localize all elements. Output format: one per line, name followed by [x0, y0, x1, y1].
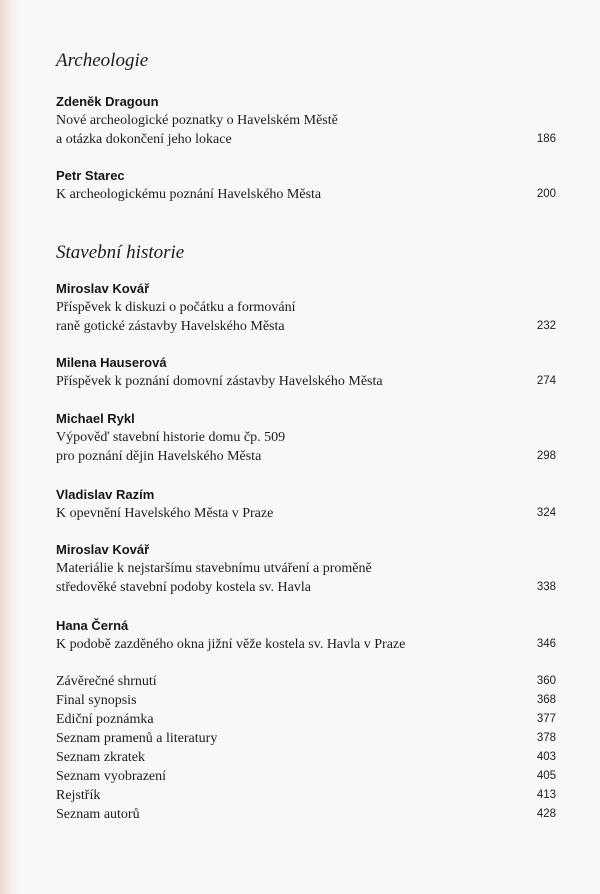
toc-entry[interactable] [56, 617, 556, 654]
toc-entry[interactable] [56, 93, 556, 149]
section-title-stavebni-historie: Stavební historie [56, 242, 185, 263]
entry-title-line: Materiálie k nejstaršímu stavebnímu utváření a proměně [56, 561, 372, 576]
toc-entry[interactable] [56, 541, 556, 597]
back-matter-item[interactable] [56, 729, 556, 748]
back-matter-page: 428 [536, 808, 556, 820]
back-matter-page: 378 [536, 732, 556, 744]
entry-title-line: a otázka dokončení jeho lokace [56, 132, 232, 147]
back-matter-page: 413 [536, 789, 556, 801]
back-matter-page: 405 [536, 770, 556, 782]
entry-page-number: 298 [536, 450, 556, 462]
entry-page-number: 324 [536, 507, 556, 519]
entry-author: Michael Rykl [56, 411, 135, 426]
entry-title-line: Nové archeologické poznatky o Havelském Městě [56, 113, 338, 128]
toc-entry[interactable] [56, 410, 556, 466]
entry-page-number: 346 [536, 638, 556, 650]
back-matter-title: Seznam zkratek [56, 750, 146, 765]
back-matter-title: Seznam autorů [56, 807, 140, 822]
entry-author: Miroslav Kovář [56, 542, 150, 557]
entry-title-line: středověké stavební podoby kostela sv. Havla [56, 580, 311, 595]
entry-author: Vladislav Razím [56, 487, 155, 502]
entry-title-line: K archeologickému poznání Havelského Města [56, 187, 322, 202]
back-matter-title: Ediční poznámka [56, 712, 154, 727]
back-matter-title: Seznam pramenů a literatury [56, 731, 218, 746]
entry-title-line: Výpověď stavební historie domu čp. 509 [56, 430, 286, 445]
entry-page-number: 200 [536, 188, 556, 200]
entry-title-line: K podobě zazděného okna jižní věže kostela sv. Havla v Praze [56, 637, 406, 652]
entry-page-number: 186 [536, 133, 556, 145]
back-matter-title: Závěrečné shrnutí [56, 674, 157, 689]
entry-title-line: raně gotické zástavby Havelského Města [56, 319, 285, 334]
toc-entry[interactable] [56, 167, 556, 204]
entry-title-line: Příspěvek k poznání domovní zástavby Havelského Města [56, 374, 383, 389]
section-title-archeologie: Archeologie [56, 50, 149, 71]
back-matter-item[interactable] [56, 710, 556, 729]
entry-author: Hana Černá [56, 618, 129, 633]
back-matter-item[interactable] [56, 786, 556, 805]
back-matter-page: 360 [536, 675, 556, 687]
back-matter-title: Rejstřík [56, 788, 101, 803]
back-matter-page: 377 [536, 713, 556, 725]
entry-title-line: Příspěvek k diskuzi o počátku a formování [56, 300, 296, 315]
toc-entry[interactable] [56, 280, 556, 336]
entry-author: Miroslav Kovář [56, 281, 150, 296]
toc-entry[interactable] [56, 354, 556, 391]
entry-page-number: 274 [536, 375, 556, 387]
back-matter-page: 403 [536, 751, 556, 763]
back-matter-list [56, 672, 556, 824]
entry-title-line: K opevnění Havelského Města v Praze [56, 506, 274, 521]
back-matter-item[interactable] [56, 805, 556, 824]
entry-title-line: pro poznání dějin Havelského Města [56, 449, 262, 464]
entry-author: Milena Hauserová [56, 355, 167, 370]
back-matter-page: 368 [536, 694, 556, 706]
entry-page-number: 338 [536, 581, 556, 593]
back-matter-item[interactable] [56, 691, 556, 710]
back-matter-title: Final synopsis [56, 693, 137, 708]
toc-entry[interactable] [56, 486, 556, 523]
entry-author: Zdeněk Dragoun [56, 94, 159, 109]
back-matter-item[interactable] [56, 672, 556, 691]
back-matter-item[interactable] [56, 767, 556, 786]
back-matter-item[interactable] [56, 748, 556, 767]
entry-author: Petr Starec [56, 168, 125, 183]
entry-page-number: 232 [536, 320, 556, 332]
back-matter-title: Seznam vyobrazení [56, 769, 167, 784]
